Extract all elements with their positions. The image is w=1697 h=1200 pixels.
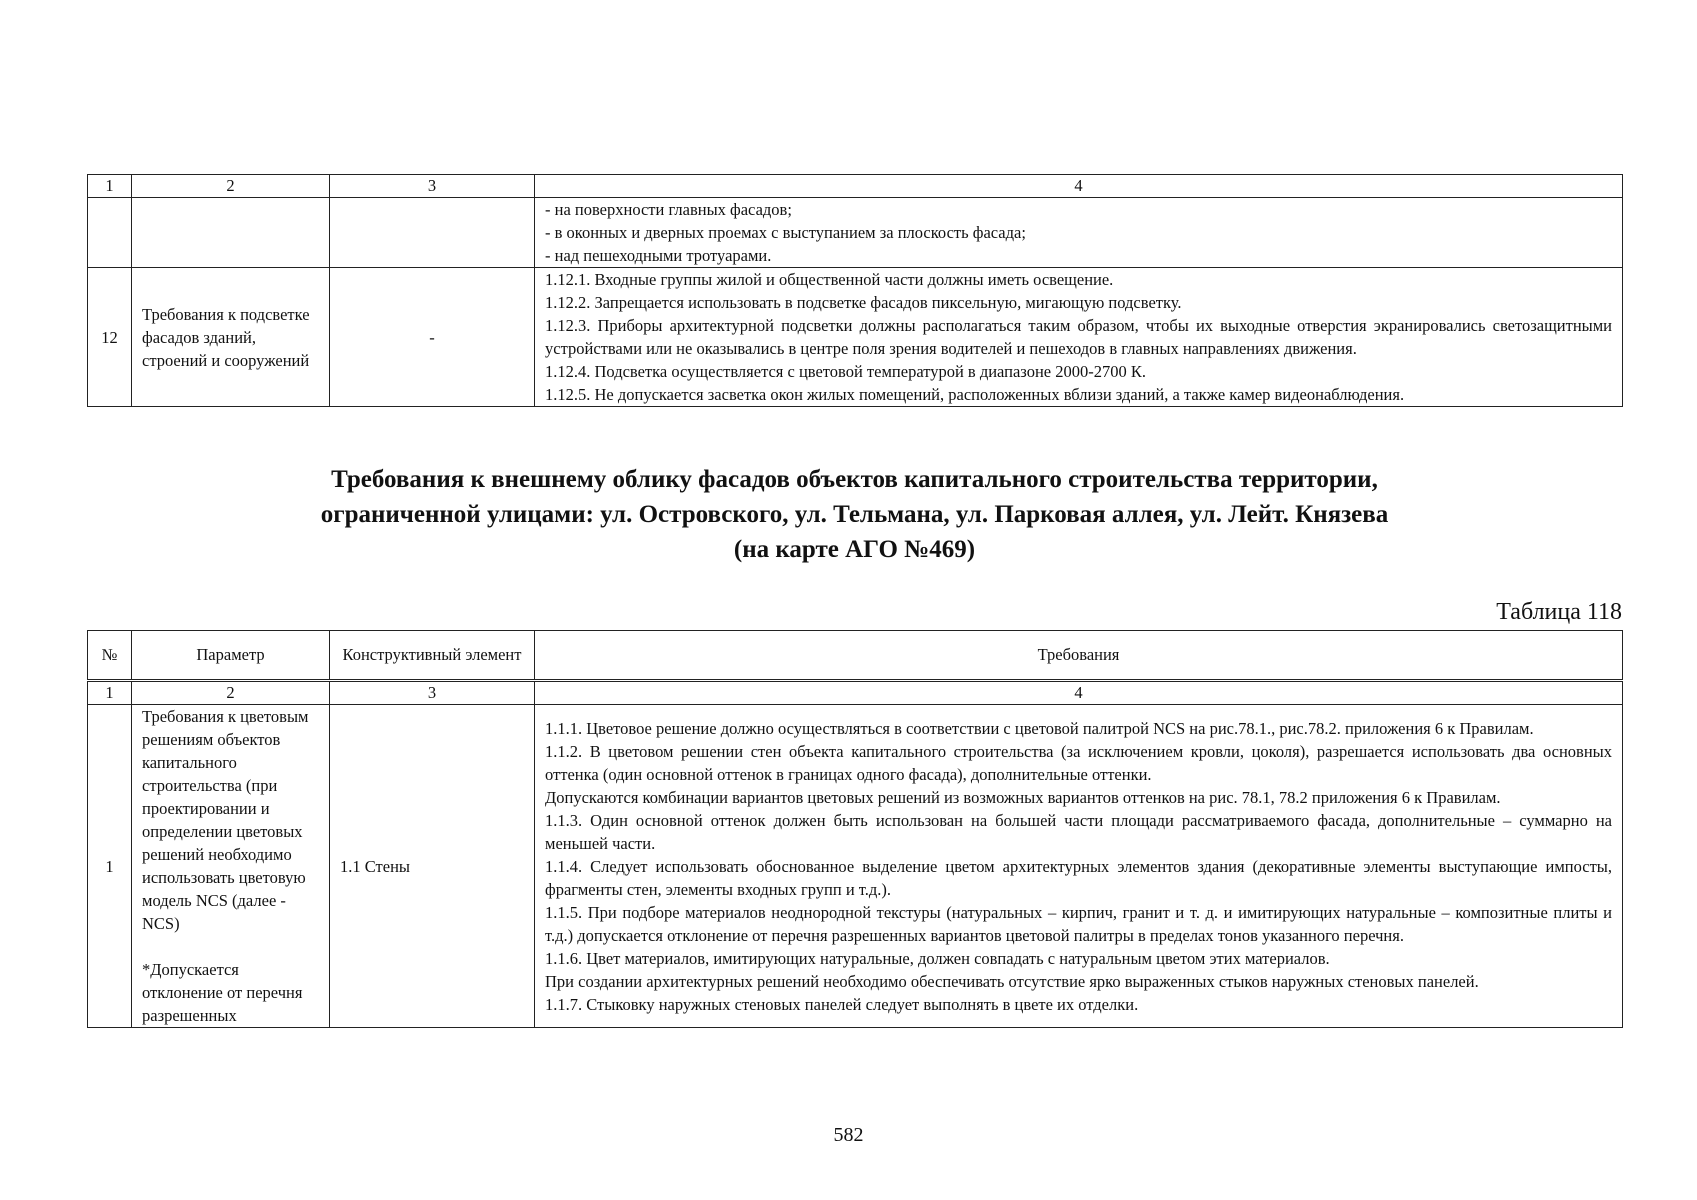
header-cell: Требования <box>535 631 1623 681</box>
requirement-line: 1.1.2. В цветовом решении стен объекта капитального строительства (за исключением кровли, цоколя), разрешается использовать два основных оттенка (один основной оттенок в границах одного фасада), дополнительные оттенки. <box>545 741 1612 784</box>
header-cell: № <box>88 631 132 681</box>
requirement-line: 1.1.7. Стыковку наружных стеновых панелей следует выполнять в цвете их отделки. <box>545 994 1139 1014</box>
section-title-line: (на карте АГО №469) <box>733 536 976 563</box>
requirement-line: 1.1.5. При подборе материалов неоднородной текстуры (натуральных – кирпич, гранит и т. д. и имитирующих натуральные – композитные плиты и т.д.) допускается отклонение от перечня разрешенных вариантов цветовой палитры в пределах тонов указанного перечня. <box>545 902 1612 945</box>
row-number-cell: 12 <box>88 268 132 407</box>
col-number: 1 <box>88 175 132 198</box>
col-number: 3 <box>330 175 535 198</box>
param-cell <box>132 705 330 1028</box>
col-number: 2 <box>132 681 330 705</box>
requirement-line: 1.12.3. Приборы архитектурной подсветки должны располагаться таким образом, чтобы их выходные отверстия экранировались светозащитными устройствами или не оказывались в центре поля зрения водителей и пешеходов в главных направлениях движения. <box>545 316 1612 358</box>
requirement-line: 1.12.4. Подсветка осуществляется с цветовой температурой в диапазоне 2000-2700 К. <box>545 362 1147 381</box>
requirement-line: - в оконных и дверных проемах с выступанием за плоскость фасада; <box>545 223 1026 242</box>
requirement-line: 1.12.5. Не допускается засветка окон жилых помещений, расположенных вблизи зданий, а также камер видеонаблюдения. <box>545 385 1405 404</box>
element-cell: 1.1 Стены <box>330 705 535 1028</box>
table-row <box>88 268 1623 407</box>
requirement-line: - на поверхности главных фасадов; <box>545 200 792 219</box>
top-table <box>87 174 1623 407</box>
main-table <box>87 630 1623 1028</box>
main-table-header <box>88 631 1623 681</box>
requirement-line: При создании архитектурных решений необходимо обеспечивать отсутствие ярко выраженных стыков наружных стеновых панелей. <box>545 971 1479 991</box>
section-title-line: ограниченной улицами: ул. Островского, ул. Тельмана, ул. Парковая аллея, ул. Лейт. Князева <box>320 501 1389 528</box>
row-number-cell <box>88 198 132 268</box>
main-table-column-numbers <box>88 681 1623 705</box>
param-text: Требования к цветовым решениям объектов капитального строительства (при проектировании и определении цветовых решений необходимо использовать цветовую модель NCS (далее - NCS) <box>142 707 309 933</box>
requirement-line: 1.1.6. Цвет материалов, имитирующих натуральные, должен совпадать с натуральным цветом этих материалов. <box>545 948 1330 968</box>
requirements-cell <box>535 268 1623 407</box>
element-cell: - <box>330 268 535 407</box>
col-number: 2 <box>132 175 330 198</box>
table-caption: Таблица 118 <box>1496 599 1622 625</box>
requirement-line: 1.1.4. Следует использовать обоснованное выделение цветом архитектурных элементов здания (декоративные элементы выступающие импосты, фрагменты стен, элементы входных групп и т.д.). <box>545 856 1612 899</box>
header-cell: Параметр <box>132 631 330 681</box>
requirement-line: 1.1.1. Цветовое решение должно осуществляться в соответствии с цветовой палитрой NCS на рис.78.1., рис.78.2. приложения 6 к Правилам. <box>545 718 1534 738</box>
requirements-cell <box>535 705 1623 1028</box>
param-cell: Требования к подсветке фасадов зданий, строений и сооружений <box>132 268 330 407</box>
table-row <box>88 705 1623 1028</box>
requirements-cell <box>535 198 1623 268</box>
element-cell <box>330 198 535 268</box>
col-number: 1 <box>88 681 132 705</box>
section-title <box>87 462 1622 567</box>
requirement-line: 1.1.3. Один основной оттенок должен быть использован на большей части площади рассматриваемого фасада, дополнительные – суммарно на меньшей части. <box>545 810 1612 853</box>
section-title-line: Требования к внешнему облику фасадов объектов капитального строительства территории, <box>331 466 1378 493</box>
page-number: 582 <box>833 1124 864 1146</box>
col-number: 3 <box>330 681 535 705</box>
requirement-line: - над пешеходными тротуарами. <box>545 246 772 265</box>
header-cell: Конструктивный элемент <box>330 631 535 681</box>
requirement-line: 1.12.2. Запрещается использовать в подсветке фасадов пиксельную, мигающую подсветку. <box>545 293 1182 312</box>
requirement-line: Допускаются комбинации вариантов цветовых решений из возможных вариантов оттенков на рис. 78.1, 78.2 приложения 6 к Правилам. <box>545 787 1501 807</box>
row-number-cell: 1 <box>88 705 132 1028</box>
param-cell <box>132 198 330 268</box>
top-table-column-numbers <box>88 175 1623 198</box>
col-number: 4 <box>535 175 1623 198</box>
col-number: 4 <box>535 681 1623 705</box>
requirement-line: 1.12.1. Входные группы жилой и общественной части должны иметь освещение. <box>545 270 1114 289</box>
table-row <box>88 198 1623 268</box>
param-note: *Допускается отклонение от перечня разрешенных <box>142 960 303 1025</box>
